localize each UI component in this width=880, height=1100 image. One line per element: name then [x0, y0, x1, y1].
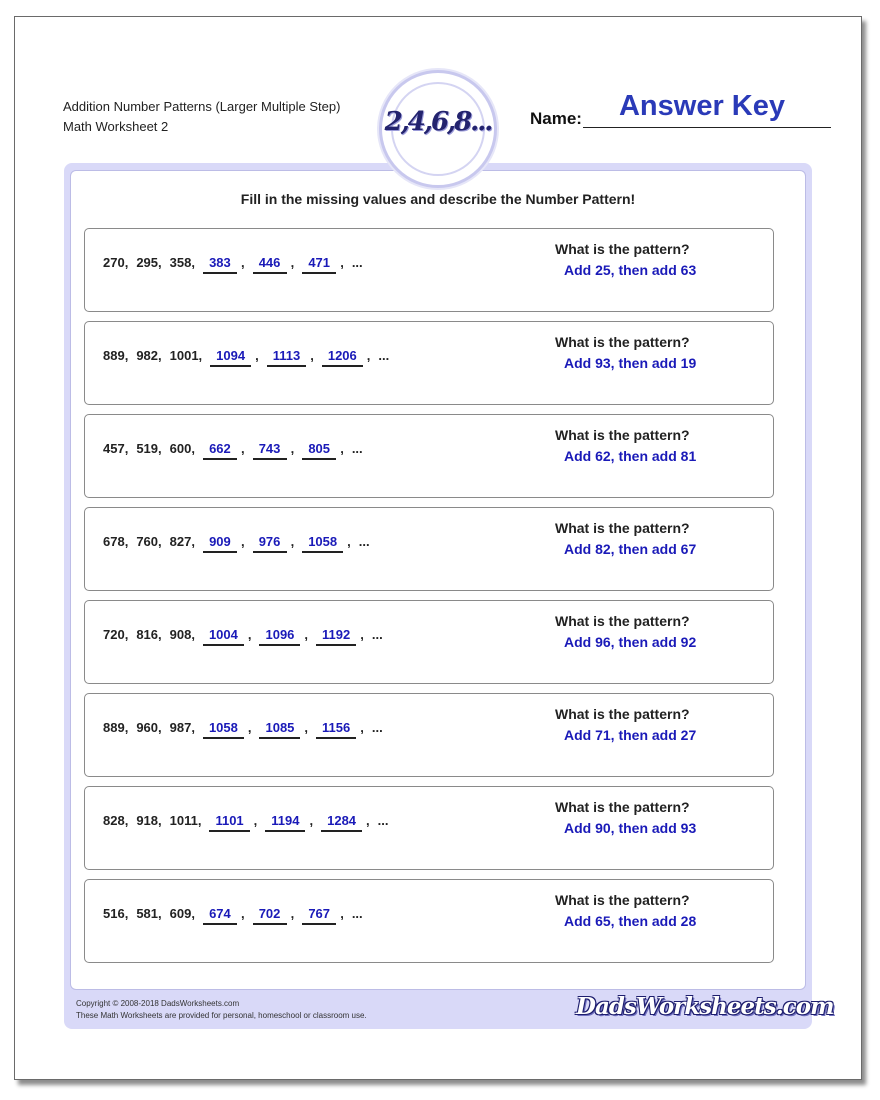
number-sequence — [103, 906, 363, 925]
answer-blank[interactable]: 1094 — [210, 348, 251, 367]
answer-blank[interactable]: 1284 — [321, 813, 362, 832]
given-value: 827, — [169, 534, 195, 549]
given-value: 982, — [136, 348, 162, 363]
pattern-question: What is the pattern? — [555, 520, 690, 536]
given-value: 816, — [136, 627, 162, 642]
given-value: 918, — [136, 813, 162, 828]
worksheet-frame — [64, 163, 834, 1029]
usage-notice: These Math Worksheets are provided for personal, homeschool or classroom use. — [76, 1011, 367, 1020]
answer-blank[interactable]: 471 — [302, 255, 336, 274]
name-label: Name: — [530, 109, 582, 128]
dadsworksheets-logo: DadsWorksheets.com — [576, 993, 834, 1020]
problem-6 — [84, 693, 774, 777]
given-value: 720, — [103, 627, 129, 642]
separator-comma: , — [360, 627, 364, 642]
problem-3 — [84, 414, 774, 498]
separator-comma: , — [304, 627, 309, 642]
answer-blank[interactable]: 805 — [302, 441, 336, 460]
separator-comma: , — [340, 441, 344, 456]
given-value: 960, — [136, 720, 162, 735]
answer-blank[interactable]: 1058 — [302, 534, 343, 553]
separator-comma: , — [310, 348, 314, 363]
separator-comma: , — [290, 441, 295, 456]
given-value: 581, — [136, 906, 162, 921]
pattern-question: What is the pattern? — [555, 706, 690, 722]
pattern-answer[interactable]: Add 82, then add 67 — [564, 541, 697, 557]
pattern-answer[interactable]: Add 65, then add 28 — [564, 913, 697, 929]
separator-comma: , — [240, 906, 245, 921]
separator-comma: , — [240, 534, 245, 549]
given-value: 457, — [103, 441, 129, 456]
ellipsis: ... — [351, 441, 363, 456]
number-sequence — [103, 441, 363, 460]
separator-comma: , — [247, 627, 252, 642]
logo-text: 2,4,6,8... — [384, 107, 492, 137]
name-line — [583, 127, 831, 128]
separator-comma: , — [253, 813, 258, 828]
pattern-answer[interactable]: Add 25, then add 63 — [564, 262, 697, 278]
problem-1 — [84, 228, 774, 312]
answer-key-label: Answer Key — [618, 90, 785, 122]
given-value: 270, — [103, 255, 129, 270]
given-value: 987, — [169, 720, 195, 735]
problem-7 — [84, 786, 774, 870]
answer-blank[interactable]: 767 — [302, 906, 336, 925]
ellipsis: ... — [371, 627, 383, 642]
given-value: 760, — [136, 534, 162, 549]
given-value: 908, — [169, 627, 195, 642]
footer-copyright — [76, 998, 367, 1022]
pattern-answer[interactable]: Add 96, then add 92 — [564, 634, 697, 650]
answer-blank[interactable]: 662 — [203, 441, 237, 460]
number-sequence — [103, 255, 363, 274]
pattern-question: What is the pattern? — [555, 427, 690, 443]
pattern-answer[interactable]: Add 93, then add 19 — [564, 355, 697, 371]
answer-blank[interactable]: 702 — [253, 906, 287, 925]
given-value: 516, — [103, 906, 129, 921]
separator-comma: , — [290, 255, 295, 270]
answer-blank[interactable]: 1113 — [267, 348, 307, 367]
answer-blank[interactable]: 1192 — [316, 627, 356, 646]
separator-comma: , — [340, 255, 344, 270]
instructions: Fill in the missing values and describe the Number Pattern! — [240, 191, 636, 207]
separator-comma: , — [366, 813, 370, 828]
separator-comma: , — [290, 534, 295, 549]
ellipsis: ... — [371, 720, 383, 735]
given-value: 828, — [103, 813, 129, 828]
number-sequence — [103, 720, 383, 739]
given-value: 295, — [136, 255, 162, 270]
separator-comma: , — [360, 720, 364, 735]
separator-comma: , — [255, 348, 259, 363]
given-value: 1001, — [169, 348, 203, 363]
given-value: 358, — [169, 255, 195, 270]
given-value: 889, — [103, 720, 129, 735]
separator-comma: , — [290, 906, 295, 921]
separator-comma: , — [340, 906, 344, 921]
separator-comma: , — [347, 534, 351, 549]
answer-blank[interactable]: 383 — [203, 255, 237, 274]
separator-comma: , — [240, 441, 245, 456]
problem-4 — [84, 507, 774, 591]
given-value: 519, — [136, 441, 162, 456]
answer-blank[interactable]: 1096 — [259, 627, 300, 646]
pattern-answer[interactable]: Add 62, then add 81 — [564, 448, 697, 464]
separator-comma: , — [247, 720, 252, 735]
number-sequence — [103, 813, 389, 832]
answer-blank[interactable]: 1156 — [316, 720, 356, 739]
separator-comma: , — [309, 813, 314, 828]
problem-8 — [84, 879, 774, 963]
answer-blank[interactable]: 976 — [253, 534, 287, 553]
given-value: 678, — [103, 534, 129, 549]
problem-2 — [84, 321, 774, 405]
pattern-question: What is the pattern? — [555, 334, 690, 350]
separator-comma: , — [366, 348, 371, 363]
pattern-answer[interactable]: Add 71, then add 27 — [564, 727, 697, 743]
answer-blank[interactable]: 1206 — [322, 348, 363, 367]
ellipsis: ... — [377, 813, 389, 828]
answer-blank[interactable]: 674 — [203, 906, 237, 925]
answer-blank[interactable]: 1194 — [265, 813, 305, 832]
answer-blank[interactable]: 909 — [203, 534, 237, 553]
given-value: 1011, — [169, 813, 202, 828]
number-sequence — [103, 627, 383, 646]
number-pattern-logo — [379, 70, 497, 188]
pattern-question: What is the pattern? — [555, 241, 690, 257]
separator-comma: , — [240, 255, 245, 270]
given-value: 600, — [169, 441, 195, 456]
number-sequence — [103, 348, 389, 367]
answer-blank[interactable]: 446 — [253, 255, 287, 274]
answer-blank[interactable]: 1058 — [203, 720, 244, 739]
title-line-2: Math Worksheet 2 — [63, 119, 169, 134]
ellipsis: ... — [351, 255, 363, 270]
title-line-1: Addition Number Patterns (Larger Multiple Step) — [63, 99, 341, 114]
pattern-answer[interactable]: Add 90, then add 93 — [564, 820, 697, 836]
worksheet-title — [63, 97, 340, 137]
separator-comma: , — [304, 720, 309, 735]
pattern-question: What is the pattern? — [555, 892, 690, 908]
answer-blank[interactable]: 1085 — [259, 720, 300, 739]
answer-blank[interactable]: 1101 — [209, 813, 249, 832]
pattern-question: What is the pattern? — [555, 799, 690, 815]
copyright-text: Copyright © 2008-2018 DadsWorksheets.com — [76, 999, 240, 1008]
given-value: 889, — [103, 348, 129, 363]
answer-blank[interactable]: 1004 — [203, 627, 244, 646]
problem-5 — [84, 600, 774, 684]
ellipsis: ... — [358, 534, 370, 549]
number-sequence — [103, 534, 370, 553]
ellipsis: ... — [351, 906, 363, 921]
given-value: 609, — [169, 906, 195, 921]
ellipsis: ... — [378, 348, 390, 363]
pattern-question: What is the pattern? — [555, 613, 690, 629]
answer-blank[interactable]: 743 — [253, 441, 287, 460]
